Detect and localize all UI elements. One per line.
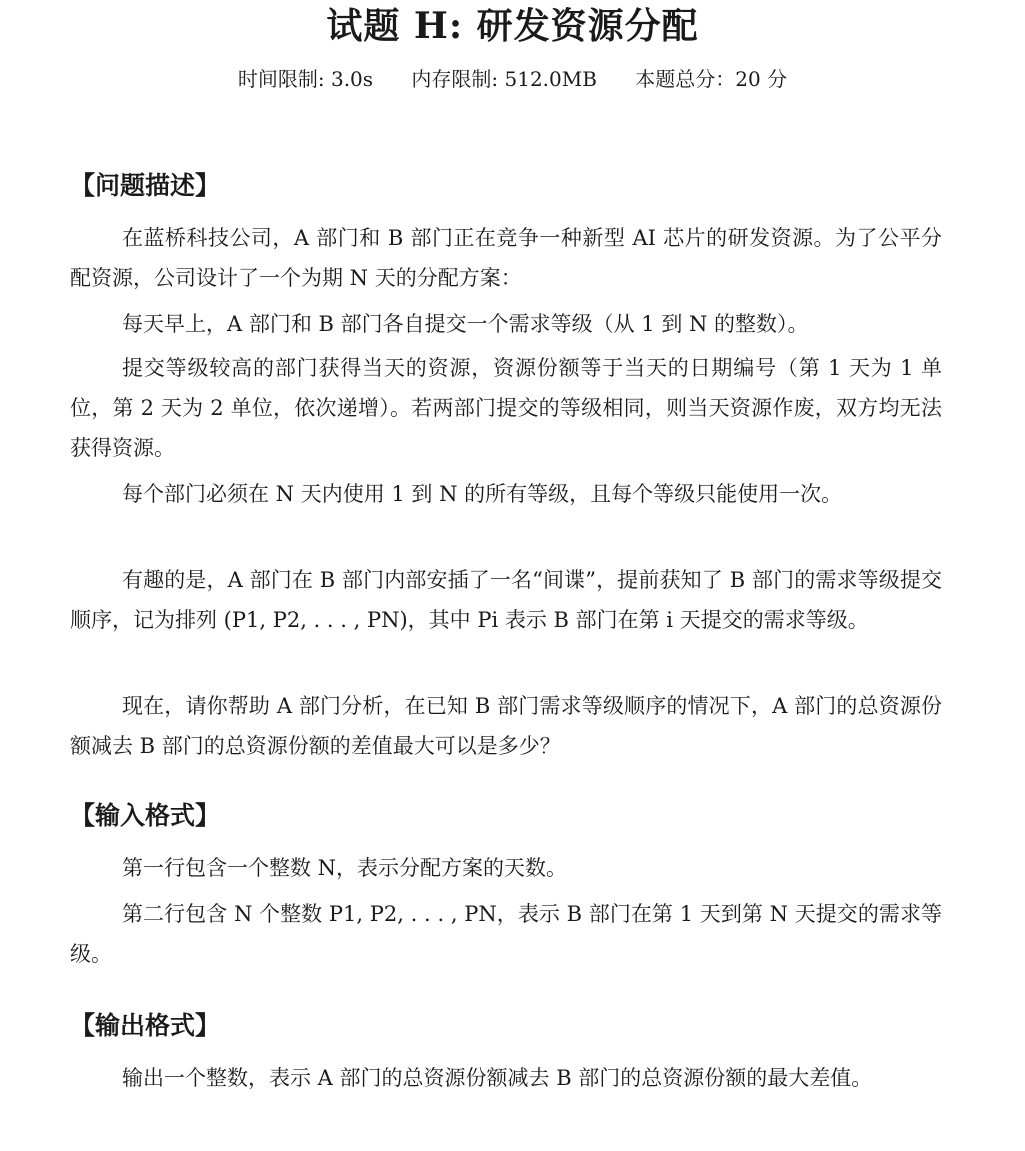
description-paragraph-3: 提交等级较高的部门获得当天的资源，资源份额等于当天的日期编号（第 1 天为 1 单位，第 2 天为 2 单位，依次递增）。若两部门提交的等级相同，则当天资源作废，双方均无法获得资源。 xyxy=(70,356,942,460)
memory-limit: 内存限制: 512.0MB xyxy=(411,67,597,91)
input-format-heading: 【输入格式】 xyxy=(70,801,221,830)
limits-line xyxy=(0,64,1025,94)
description-paragraph-6: 现在，请你帮助 A 部门分析，在已知 B 部门需求等级顺序的情况下，A 部门的总资源份额减去 B 部门的总资源份额的差值最大可以是多少？ xyxy=(70,694,942,758)
input-format-line-2: 第二行包含 N 个整数 P1, P2, . . . , PN，表示 B 部门在第 1 天到第 N 天提交的需求等级。 xyxy=(70,902,942,966)
total-score: 本题总分：20 分 xyxy=(635,67,788,91)
description-paragraph-4: 每个部门必须在 N 天内使用 1 到 N 的所有等级，且每个等级只能使用一次。 xyxy=(122,482,843,506)
output-format-line-1: 输出一个整数，表示 A 部门的总资源份额减去 B 部门的总资源份额的最大差值。 xyxy=(122,1066,873,1090)
time-limit: 时间限制: 3.0s xyxy=(237,67,374,91)
description-paragraph-1: 在蓝桥科技公司，A 部门和 B 部门正在竞争一种新型 AI 芯片的研发资源。为了公平分配资源，公司设计了一个为期 N 天的分配方案： xyxy=(70,226,942,290)
output-format-heading: 【输出格式】 xyxy=(70,1011,221,1040)
description-heading: 【问题描述】 xyxy=(70,171,221,200)
input-format-line-1: 第一行包含一个整数 N，表示分配方案的天数。 xyxy=(122,856,568,880)
description-paragraph-2: 每天早上，A 部门和 B 部门各自提交一个需求等级（从 1 到 N 的整数）。 xyxy=(122,312,809,336)
page-title: 试题 H: 研发资源分配 xyxy=(326,5,699,47)
description-paragraph-5: 有趣的是，A 部门在 B 部门内部安插了一名“间谍”，提前获知了 B 部门的需求等级提交顺序，记为排列 (P1, P2, . . . , PN)，其中 Pi 表示 B 部门在第 i 天提交的需求等级。 xyxy=(70,568,942,632)
